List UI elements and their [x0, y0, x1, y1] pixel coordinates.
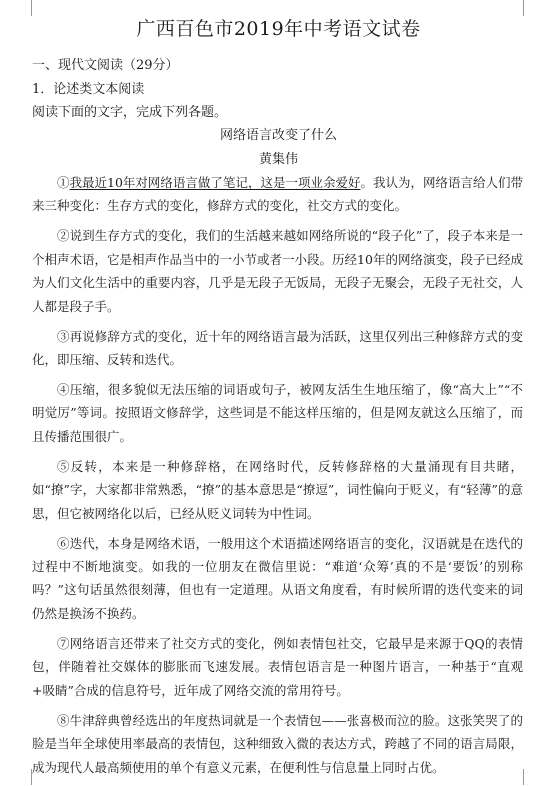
paragraph-marker: ④	[57, 382, 70, 398]
section-heading: 一、现代文阅读（29分）	[32, 58, 179, 73]
subsection-heading: 1．论述类文本阅读	[32, 82, 145, 97]
paragraph-text: 网络语言还带来了社交方式的变化，例如表情包社交，它最早是来源于QQ的表情包，伴随着社交媒体的膨胀而飞速发展。表情包语言是一种图片语言，一种基于“直观+吸睛”合成的信息符号，近年成了网络交流的常用符号。	[32, 635, 523, 698]
paragraph-marker: ⑦	[57, 635, 70, 651]
article-title: 网络语言改变了什么	[219, 128, 337, 143]
paragraph-text: 反转，本来是一种修辞格，在网络时代，反转修辞格的大量涌现有目共睹，如“撩”字，大家都非常熟悉，“撩”的基本意思是“撩逗”，词性偏向于贬义，有“轻薄”的意思，但它被网络化以后，已经从贬义词转为中性词。	[32, 458, 523, 521]
paragraph-2	[32, 224, 523, 318]
paragraph-7	[32, 632, 523, 702]
paragraph-marker: ②	[57, 228, 70, 244]
article-body	[32, 171, 523, 786]
paragraph-text: 迭代，本身是网络术语，一般用这个术语描述网络语言的变化，汉语就是在迭代的过程中不断地演变。如我的一位朋友在微信里说：“难道‘众筹’真的不是‘要饭’的别称吗？”这句话虽然很刻薄，但也有一定道理。从语文角度看，有时候所谓的迭代变来的词仍然是换汤不换药。	[32, 535, 523, 621]
paragraph-text: 。我认为，网络语言给人们带来三种变化：生存方式的变化，修辞方式的变化，社交方式的变化。	[32, 175, 523, 214]
paragraph-8	[32, 709, 523, 779]
paragraph-5	[32, 455, 523, 525]
paragraph-text: 牛津辞典曾经选出的年度热词就是一个表情包——张喜极而泣的脸。这张笑哭了的脸是当年全球使用率最高的表情包，这种细致入微的表达方式，跨越了不同的语言局限，成为现代人最高频使用的单个有意义元素，在便利性与信息量上同时占优。	[32, 712, 523, 775]
crop-mark-bottom-right-v	[523, 769, 524, 785]
paragraph-text: 压缩，很多貌似无法压缩的词语或句子，被网友活生生地压缩了，像“高大上”“不明觉厉”等词。按照语文修辞学，这些词是不能这样压缩的，但是网友就这么压缩了，而且传播范围很广。	[32, 382, 523, 444]
paragraph-1	[32, 171, 523, 218]
paragraph-4	[32, 378, 523, 448]
paragraph-3	[32, 325, 523, 372]
paragraph-text: 再说修辞方式的变化，近十年的网络语言最为活跃，这里仅列出三种修辞方式的变化，即压缩、反转和迭代。	[32, 328, 523, 368]
underlined-sentence: 我最近10年对网络语言做了笔记，这是一项业余爱好	[69, 175, 361, 190]
paragraph-marker: ⑧	[57, 712, 70, 728]
paragraph-marker: ③	[57, 328, 70, 344]
article-author: 黄集伟	[258, 152, 298, 167]
paragraph-marker: ①	[57, 175, 70, 190]
paragraph-6	[32, 532, 523, 626]
paragraph-text: 说到生存方式的变化，我们的生活越来越如网络所说的“段子化”了，段子本来是一个相声术语，它是相声作品当中的一小节或者一小段。历经10年的网络演变，段子已经成为人们文化生活中的重要内容，几乎是无段子无饭局，无段子无聚会，无段子无社交，人人都是段子手。	[32, 228, 523, 314]
paragraph-marker: ⑥	[57, 535, 70, 551]
paragraph-marker: ⑤	[57, 458, 71, 474]
document-title: 广西百色市2019年中考语文试卷	[136, 18, 421, 40]
instruction-text: 阅读下面的文字，完成下列各题。	[32, 105, 228, 120]
